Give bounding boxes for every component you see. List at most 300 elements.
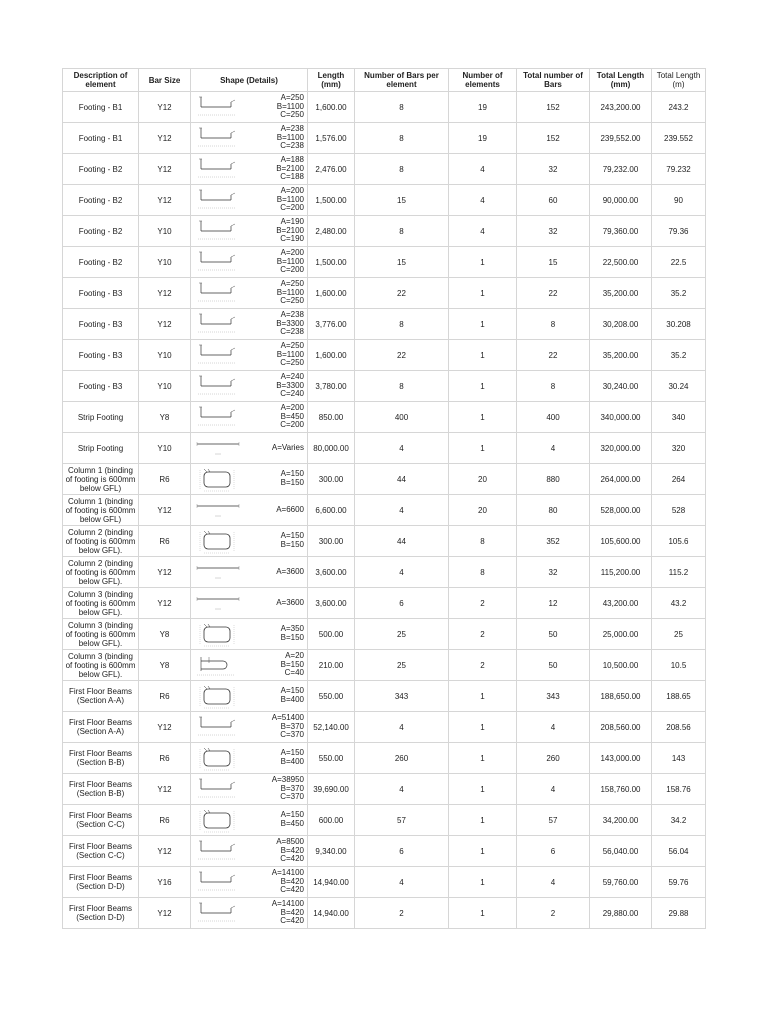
bar-shape-hook-icon xyxy=(195,868,241,896)
bar-size-cell: Y16 xyxy=(139,867,191,898)
table-row xyxy=(63,557,706,588)
bars-per-element-cell: 260 xyxy=(355,743,449,774)
shape-dimension: B=150 xyxy=(280,659,304,669)
length-cell: 52,140.00 xyxy=(308,712,355,743)
bars-per-element-cell: 6 xyxy=(355,836,449,867)
shape-dimension: A=6600 xyxy=(276,504,304,514)
bars-per-element-cell: 8 xyxy=(355,123,449,154)
bar-shape-hook-icon xyxy=(195,248,241,276)
number-of-elements-cell: 1 xyxy=(449,433,517,464)
bar-size-cell: Y10 xyxy=(139,247,191,278)
shape-dimension: A=350 xyxy=(280,624,304,634)
table-row xyxy=(63,898,706,929)
shape-cell xyxy=(191,464,308,495)
total-length-mm-cell: 105,600.00 xyxy=(590,526,652,557)
total-length-mm-cell: 188,650.00 xyxy=(590,681,652,712)
shape-cell xyxy=(191,216,308,247)
shape-dimensions xyxy=(277,249,305,275)
shape-dimensions xyxy=(277,125,305,151)
shape-dimension: A=188 xyxy=(280,155,304,165)
total-length-m-cell: 208.56 xyxy=(652,712,706,743)
shape-cell xyxy=(191,805,308,836)
table-row xyxy=(63,154,706,185)
table-row xyxy=(63,774,706,805)
table-row xyxy=(63,805,706,836)
shape-dimension: A=150 xyxy=(280,686,304,696)
bar-size-cell: Y12 xyxy=(139,774,191,805)
description-cell: Footing - B2 xyxy=(63,185,139,216)
bar-size-cell: Y12 xyxy=(139,123,191,154)
total-length-mm-cell: 43,200.00 xyxy=(590,588,652,619)
number-of-elements-cell: 4 xyxy=(449,216,517,247)
number-of-elements-cell: 1 xyxy=(449,340,517,371)
length-cell: 1,576.00 xyxy=(308,123,355,154)
total-bars-cell: 12 xyxy=(517,588,590,619)
length-cell: 39,690.00 xyxy=(308,774,355,805)
description-cell: Footing - B3 xyxy=(63,309,139,340)
length-cell: 500.00 xyxy=(308,619,355,650)
total-bars-cell: 2 xyxy=(517,898,590,929)
description-cell: Column 3 (binding of footing is 600mm below GFL). xyxy=(63,588,139,619)
total-bars-cell: 8 xyxy=(517,309,590,340)
description-cell: Footing - B3 xyxy=(63,371,139,402)
total-bars-cell: 50 xyxy=(517,619,590,650)
table-row xyxy=(63,278,706,309)
total-length-mm-cell: 35,200.00 xyxy=(590,340,652,371)
shape-dimensions xyxy=(272,776,305,802)
bar-shape-stirrup-icon xyxy=(195,620,241,648)
description-cell: Strip Footing xyxy=(63,402,139,433)
total-length-mm-cell: 10,500.00 xyxy=(590,650,652,681)
table-row xyxy=(63,526,706,557)
shape-dimensions xyxy=(281,687,305,704)
bar-shape-hook-icon xyxy=(195,310,241,338)
bar-size-cell: Y12 xyxy=(139,836,191,867)
table-row xyxy=(63,247,706,278)
bars-per-element-cell: 44 xyxy=(355,526,449,557)
bar-size-cell: Y12 xyxy=(139,309,191,340)
total-bars-cell: 50 xyxy=(517,650,590,681)
shape-dimension: C=238 xyxy=(280,141,304,151)
number-of-elements-cell: 1 xyxy=(449,681,517,712)
shape-dimension: B=2100 xyxy=(276,163,304,173)
bars-per-element-cell: 44 xyxy=(355,464,449,495)
total-length-m-cell: 22.5 xyxy=(652,247,706,278)
total-length-mm-cell: 22,500.00 xyxy=(590,247,652,278)
shape-cell xyxy=(191,278,308,309)
shape-dimension: C=238 xyxy=(280,327,304,337)
length-cell: 300.00 xyxy=(308,526,355,557)
length-cell: 300.00 xyxy=(308,464,355,495)
description-cell: First Floor Beams (Section A-A) xyxy=(63,712,139,743)
length-cell: 3,780.00 xyxy=(308,371,355,402)
shape-dimensions xyxy=(280,404,305,430)
shape-dimension: C=370 xyxy=(280,792,304,802)
total-bars-cell: 152 xyxy=(517,123,590,154)
bars-per-element-cell: 4 xyxy=(355,867,449,898)
table-row xyxy=(63,371,706,402)
total-length-mm-cell: 56,040.00 xyxy=(590,836,652,867)
bar-shape-straight-icon xyxy=(195,434,241,462)
shape-dimensions xyxy=(272,444,305,453)
shape-dimension: B=400 xyxy=(280,695,304,704)
shape-dimension: C=200 xyxy=(280,420,304,430)
shape-dimensions xyxy=(272,714,305,740)
total-length-mm-cell: 90,000.00 xyxy=(590,185,652,216)
table-row xyxy=(63,309,706,340)
shape-dimension: C=370 xyxy=(280,730,304,740)
number-of-elements-cell: 1 xyxy=(449,743,517,774)
bar-shape-hook-icon xyxy=(195,217,241,245)
number-of-elements-cell: 4 xyxy=(449,154,517,185)
number-of-elements-cell: 1 xyxy=(449,774,517,805)
description-cell: Column 3 (binding of footing is 600mm below GFL). xyxy=(63,619,139,650)
total-length-m-cell: 340 xyxy=(652,402,706,433)
header-total-length-m: Total Length (m) xyxy=(652,69,706,92)
number-of-elements-cell: 1 xyxy=(449,898,517,929)
shape-dimension: C=40 xyxy=(284,668,304,678)
total-bars-cell: 32 xyxy=(517,557,590,588)
bar-size-cell: Y8 xyxy=(139,619,191,650)
bar-size-cell: Y10 xyxy=(139,433,191,464)
shape-dimension: B=1100 xyxy=(276,194,304,204)
bar-size-cell: R6 xyxy=(139,805,191,836)
bar-shape-hook-icon xyxy=(195,155,241,183)
length-cell: 850.00 xyxy=(308,402,355,433)
bar-shape-hook-icon xyxy=(195,403,241,431)
bars-per-element-cell: 2 xyxy=(355,898,449,929)
total-length-m-cell: 59.76 xyxy=(652,867,706,898)
number-of-elements-cell: 1 xyxy=(449,247,517,278)
bar-size-cell: Y12 xyxy=(139,154,191,185)
shape-dimension: A=150 xyxy=(280,531,304,541)
total-bars-cell: 60 xyxy=(517,185,590,216)
total-length-m-cell: 105.6 xyxy=(652,526,706,557)
bars-per-element-cell: 8 xyxy=(355,371,449,402)
shape-dimension: B=370 xyxy=(280,783,304,793)
shape-dimensions xyxy=(277,280,305,306)
table-row xyxy=(63,92,706,123)
total-length-mm-cell: 35,200.00 xyxy=(590,278,652,309)
header-number-of-elements: Number of elements xyxy=(449,69,517,92)
table-row xyxy=(63,123,706,154)
shape-dimension: A=200 xyxy=(280,248,304,258)
length-cell: 3,600.00 xyxy=(308,588,355,619)
length-cell: 6,600.00 xyxy=(308,495,355,526)
length-cell: 1,500.00 xyxy=(308,247,355,278)
total-length-mm-cell: 143,000.00 xyxy=(590,743,652,774)
shape-dimension: A=38950 xyxy=(271,775,304,785)
description-cell: Footing - B3 xyxy=(63,278,139,309)
shape-dimensions xyxy=(281,532,305,549)
total-bars-cell: 4 xyxy=(517,867,590,898)
shape-dimension: B=370 xyxy=(280,721,304,731)
bar-shape-stirrup-icon xyxy=(195,806,241,834)
total-length-m-cell: 34.2 xyxy=(652,805,706,836)
total-bars-cell: 880 xyxy=(517,464,590,495)
number-of-elements-cell: 1 xyxy=(449,867,517,898)
bar-size-cell: Y10 xyxy=(139,371,191,402)
shape-dimension: B=1100 xyxy=(276,132,304,142)
shape-dimension: B=1100 xyxy=(276,349,304,359)
bar-shape-hook-icon xyxy=(195,372,241,400)
total-bars-cell: 8 xyxy=(517,371,590,402)
shape-dimensions xyxy=(276,506,305,515)
bar-size-cell: R6 xyxy=(139,526,191,557)
total-length-m-cell: 243.2 xyxy=(652,92,706,123)
shape-cell xyxy=(191,154,308,185)
number-of-elements-cell: 1 xyxy=(449,309,517,340)
shape-dimension: B=150 xyxy=(280,633,304,642)
bar-size-cell: Y8 xyxy=(139,650,191,681)
number-of-elements-cell: 1 xyxy=(449,836,517,867)
total-length-m-cell: 35.2 xyxy=(652,278,706,309)
shape-dimensions xyxy=(276,599,305,608)
description-cell: Footing - B3 xyxy=(63,340,139,371)
total-bars-cell: 4 xyxy=(517,774,590,805)
shape-dimension: A=200 xyxy=(280,403,304,413)
shape-dimension: A=240 xyxy=(280,372,304,382)
shape-dimension: B=420 xyxy=(280,907,304,917)
description-cell: First Floor Beams (Section C-C) xyxy=(63,805,139,836)
number-of-elements-cell: 8 xyxy=(449,526,517,557)
description-cell: Footing - B1 xyxy=(63,92,139,123)
shape-dimensions xyxy=(277,342,305,368)
total-length-mm-cell: 208,560.00 xyxy=(590,712,652,743)
header-description: Description of element xyxy=(63,69,139,92)
shape-dimension: B=420 xyxy=(280,845,304,855)
description-cell: Column 2 (binding of footing is 600mm below GFL). xyxy=(63,526,139,557)
total-length-mm-cell: 29,880.00 xyxy=(590,898,652,929)
total-length-m-cell: 158.76 xyxy=(652,774,706,805)
bars-per-element-cell: 8 xyxy=(355,309,449,340)
shape-cell xyxy=(191,371,308,402)
bars-per-element-cell: 15 xyxy=(355,185,449,216)
total-length-mm-cell: 320,000.00 xyxy=(590,433,652,464)
length-cell: 3,776.00 xyxy=(308,309,355,340)
total-length-mm-cell: 340,000.00 xyxy=(590,402,652,433)
number-of-elements-cell: 20 xyxy=(449,464,517,495)
bars-per-element-cell: 4 xyxy=(355,774,449,805)
bar-shape-stirrup-icon xyxy=(195,682,241,710)
shape-dimension: A=238 xyxy=(280,124,304,134)
shape-cell xyxy=(191,557,308,588)
total-length-m-cell: 115.2 xyxy=(652,557,706,588)
total-bars-cell: 343 xyxy=(517,681,590,712)
table-row xyxy=(63,216,706,247)
bar-schedule-table xyxy=(62,68,706,929)
total-length-m-cell: 35.2 xyxy=(652,340,706,371)
table-row xyxy=(63,588,706,619)
bars-per-element-cell: 8 xyxy=(355,154,449,185)
total-length-mm-cell: 79,360.00 xyxy=(590,216,652,247)
number-of-elements-cell: 1 xyxy=(449,805,517,836)
total-bars-cell: 22 xyxy=(517,340,590,371)
shape-dimension: A=250 xyxy=(280,279,304,289)
bars-per-element-cell: 6 xyxy=(355,588,449,619)
total-bars-cell: 352 xyxy=(517,526,590,557)
total-length-m-cell: 10.5 xyxy=(652,650,706,681)
total-length-m-cell: 25 xyxy=(652,619,706,650)
shape-dimension: A=200 xyxy=(280,186,304,196)
length-cell: 2,476.00 xyxy=(308,154,355,185)
shape-cell xyxy=(191,123,308,154)
shape-cell xyxy=(191,619,308,650)
bars-per-element-cell: 25 xyxy=(355,650,449,681)
header-shape: Shape (Details) xyxy=(191,69,308,92)
shape-dimensions xyxy=(277,187,305,213)
bar-shape-hook-icon xyxy=(195,186,241,214)
shape-dimension: C=250 xyxy=(280,110,304,120)
bar-shape-hook-icon xyxy=(195,713,241,741)
total-bars-cell: 15 xyxy=(517,247,590,278)
description-cell: First Floor Beams (Section B-B) xyxy=(63,743,139,774)
shape-dimension: C=240 xyxy=(280,389,304,399)
shape-dimension: C=188 xyxy=(280,172,304,182)
table-row xyxy=(63,619,706,650)
table-row xyxy=(63,495,706,526)
total-length-m-cell: 43.2 xyxy=(652,588,706,619)
bar-size-cell: R6 xyxy=(139,681,191,712)
shape-dimension: A=150 xyxy=(280,469,304,479)
shape-dimensions xyxy=(276,218,305,244)
description-cell: Footing - B2 xyxy=(63,216,139,247)
total-length-m-cell: 239.552 xyxy=(652,123,706,154)
shape-dimension: A=150 xyxy=(280,810,304,820)
shape-cell xyxy=(191,247,308,278)
description-cell: Strip Footing xyxy=(63,433,139,464)
total-length-mm-cell: 34,200.00 xyxy=(590,805,652,836)
length-cell: 3,600.00 xyxy=(308,557,355,588)
bar-shape-hook-icon xyxy=(195,341,241,369)
length-cell: 210.00 xyxy=(308,650,355,681)
description-cell: Footing - B2 xyxy=(63,247,139,278)
total-bars-cell: 6 xyxy=(517,836,590,867)
shape-dimensions xyxy=(277,94,305,120)
shape-dimensions xyxy=(281,749,305,766)
shape-dimension: A=190 xyxy=(280,217,304,227)
description-cell: Column 1 (binding of footing is 600mm below GFL) xyxy=(63,464,139,495)
number-of-elements-cell: 1 xyxy=(449,371,517,402)
bar-size-cell: Y12 xyxy=(139,712,191,743)
table-row xyxy=(63,340,706,371)
shape-cell xyxy=(191,526,308,557)
bar-size-cell: Y8 xyxy=(139,402,191,433)
table-row xyxy=(63,464,706,495)
shape-cell xyxy=(191,898,308,929)
table-row xyxy=(63,836,706,867)
description-cell: Column 2 (binding of footing is 600mm below GFL). xyxy=(63,557,139,588)
description-cell: Column 1 (binding of footing is 600mm below GFL) xyxy=(63,495,139,526)
shape-dimensions xyxy=(281,470,305,487)
bar-shape-hook-icon xyxy=(195,775,241,803)
table-row xyxy=(63,681,706,712)
number-of-elements-cell: 1 xyxy=(449,712,517,743)
total-length-mm-cell: 30,240.00 xyxy=(590,371,652,402)
shape-dimension: B=3300 xyxy=(276,380,304,390)
number-of-elements-cell: 8 xyxy=(449,557,517,588)
shape-dimensions xyxy=(272,869,305,895)
shape-dimensions xyxy=(281,652,305,678)
bars-per-element-cell: 4 xyxy=(355,433,449,464)
table-row xyxy=(63,712,706,743)
number-of-elements-cell: 1 xyxy=(449,278,517,309)
total-length-m-cell: 79.36 xyxy=(652,216,706,247)
length-cell: 2,480.00 xyxy=(308,216,355,247)
shape-dimensions xyxy=(276,156,305,182)
shape-dimension: B=400 xyxy=(280,757,304,766)
shape-dimension: C=200 xyxy=(280,265,304,275)
total-length-mm-cell: 264,000.00 xyxy=(590,464,652,495)
bars-per-element-cell: 8 xyxy=(355,216,449,247)
total-length-mm-cell: 528,000.00 xyxy=(590,495,652,526)
bar-shape-hook-icon xyxy=(195,837,241,865)
length-cell: 80,000.00 xyxy=(308,433,355,464)
bar-shape-stirrup-icon xyxy=(195,744,241,772)
total-length-m-cell: 30.24 xyxy=(652,371,706,402)
total-bars-cell: 32 xyxy=(517,216,590,247)
shape-dimensions xyxy=(276,838,305,864)
description-cell: First Floor Beams (Section B-B) xyxy=(63,774,139,805)
length-cell: 1,600.00 xyxy=(308,92,355,123)
shape-dimension: A=150 xyxy=(280,748,304,758)
shape-dimension: A=51400 xyxy=(271,713,304,723)
bars-per-element-cell: 343 xyxy=(355,681,449,712)
shape-cell xyxy=(191,309,308,340)
shape-dimension: B=2100 xyxy=(276,225,304,235)
bars-per-element-cell: 57 xyxy=(355,805,449,836)
length-cell: 1,600.00 xyxy=(308,278,355,309)
total-bars-cell: 152 xyxy=(517,92,590,123)
table-row xyxy=(63,402,706,433)
total-length-m-cell: 30.208 xyxy=(652,309,706,340)
shape-cell xyxy=(191,681,308,712)
shape-dimension: C=420 xyxy=(280,854,304,864)
shape-dimensions xyxy=(276,568,305,577)
header-total-bars: Total number of Bars xyxy=(517,69,590,92)
shape-cell xyxy=(191,340,308,371)
total-length-m-cell: 79.232 xyxy=(652,154,706,185)
shape-dimension: B=1100 xyxy=(276,256,304,266)
shape-cell xyxy=(191,402,308,433)
number-of-elements-cell: 4 xyxy=(449,185,517,216)
table-body xyxy=(63,92,706,929)
bar-shape-hook-icon xyxy=(195,899,241,927)
total-length-m-cell: 29.88 xyxy=(652,898,706,929)
shape-dimensions xyxy=(272,900,305,926)
bars-per-element-cell: 8 xyxy=(355,92,449,123)
header-row xyxy=(63,69,706,92)
shape-dimension: B=3300 xyxy=(276,318,304,328)
shape-dimension: A=250 xyxy=(280,341,304,351)
shape-dimension: C=250 xyxy=(280,358,304,368)
shape-dimension: A=3600 xyxy=(276,597,304,607)
header-bar-size: Bar Size xyxy=(139,69,191,92)
bar-shape-hook-icon xyxy=(195,279,241,307)
number-of-elements-cell: 19 xyxy=(449,92,517,123)
total-length-mm-cell: 59,760.00 xyxy=(590,867,652,898)
total-bars-cell: 4 xyxy=(517,712,590,743)
total-bars-cell: 57 xyxy=(517,805,590,836)
shape-dimension: C=190 xyxy=(280,234,304,244)
bars-per-element-cell: 4 xyxy=(355,495,449,526)
table-row xyxy=(63,185,706,216)
total-length-mm-cell: 158,760.00 xyxy=(590,774,652,805)
description-cell: First Floor Beams (Section D-D) xyxy=(63,867,139,898)
header-bars-per-element: Number of Bars per element xyxy=(355,69,449,92)
bar-size-cell: R6 xyxy=(139,464,191,495)
description-cell: First Floor Beams (Section C-C) xyxy=(63,836,139,867)
